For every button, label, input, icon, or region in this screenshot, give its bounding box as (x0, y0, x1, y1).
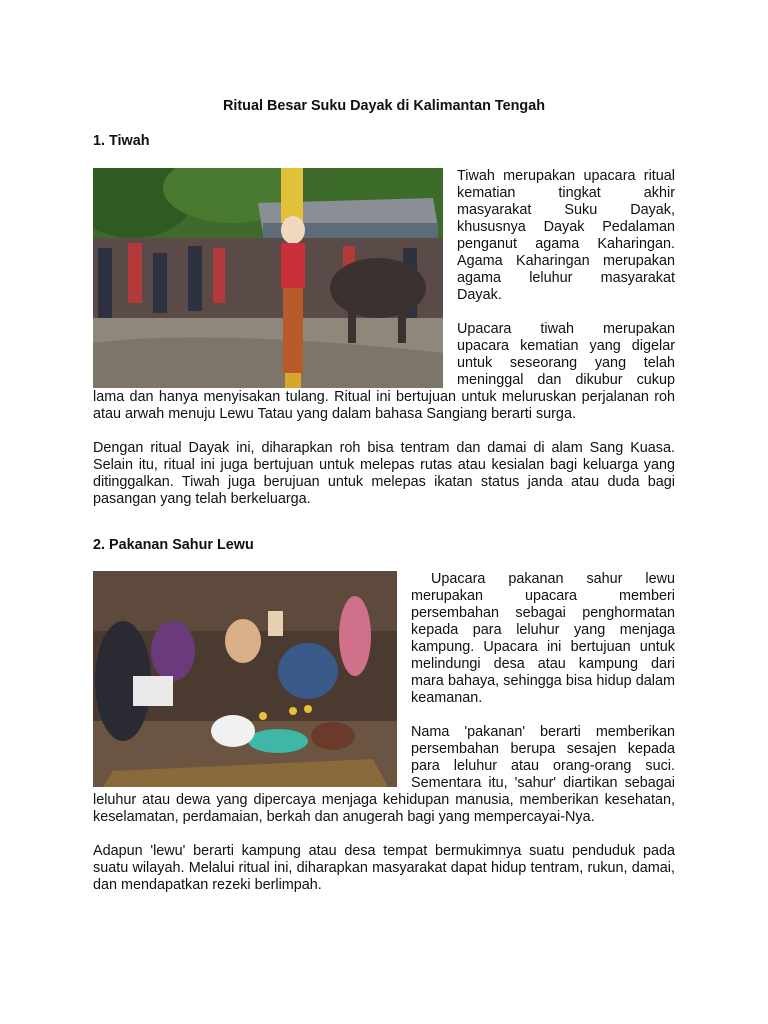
section-heading-pakanan-sahur-lewu: 2. Pakanan Sahur Lewu (93, 537, 254, 553)
pakanan-paragraph-3: Adapun 'lewu' berarti kampung atau desa tempat bermukimnya suatu penduduk pada suatu wilayah. Melalui ritual ini, diharapkan masyarakat dapat hidup tentram, rukun, damai, dan mendapatkan rezeki berlimpah. (93, 843, 675, 893)
tiwah-paragraph-2: Upacara tiwah merupakan upacara kematian yang digelar untuk seseorang yang telah meninggal dan dikubur cukup lama dan hanya menyisakan tulang. Ritual ini bertujuan untuk meluruskan perjalanan roh atau arwah menuju Lewu Tatau yang dalam bahasa Sangiang berarti surga. (93, 321, 675, 422)
section-heading-tiwah: 1. Tiwah (93, 133, 150, 149)
section-tiwah (93, 168, 675, 525)
tiwah-paragraph-1: Tiwah merupakan upacara ritual kematian tingkat akhir masyarakat Suku Dayak, khususnya Dayak Pedalaman penganut agama Kaharingan. Agama Kaharingan merupakan agama leluhur masyarakat Dayak. (457, 168, 675, 303)
pakanan-paragraph-2: Nama 'pakanan' berarti memberikan persembahan berupa sesajen kepada para leluhur atau orang-orang suci. Sementara itu, 'sahur' diartikan sebagai leluhur atau dewa yang dipercaya menjaga kehidupan manusia, memberikan kesehatan, keselamatan, perdamaian, berkah dan anugerah bagi yang mempercayai-Nya. (93, 724, 675, 825)
pakanan-sahur-lewu-photo (93, 571, 397, 787)
section-pakanan-sahur-lewu (93, 571, 675, 911)
tiwah-ceremony-photo (93, 168, 443, 388)
pakanan-paragraph-1: Upacara pakanan sahur lewu merupakan upacara memberi persembahan sebagai penghormatan kepada para leluhur yang menjaga kampung. Upacara ini bertujuan untuk melindungi desa atau kampung dari mara bahaya, sehingga bisa hidup dalam keamanan. (411, 571, 675, 706)
tiwah-paragraph-3: Dengan ritual Dayak ini, diharapkan roh bisa tentram dan damai di alam Sang Kuasa. Selain itu, ritual ini juga bertujuan untuk melepas rutas atau kesialan bagi keluarga yang ditinggalkan. Tiwah juga berujuan untuk melepas ikatan status janda atau duda bagi pasangan yang telah berkeluarga. (93, 440, 675, 507)
document-title: Ritual Besar Suku Dayak di Kalimantan Tengah (222, 98, 545, 114)
